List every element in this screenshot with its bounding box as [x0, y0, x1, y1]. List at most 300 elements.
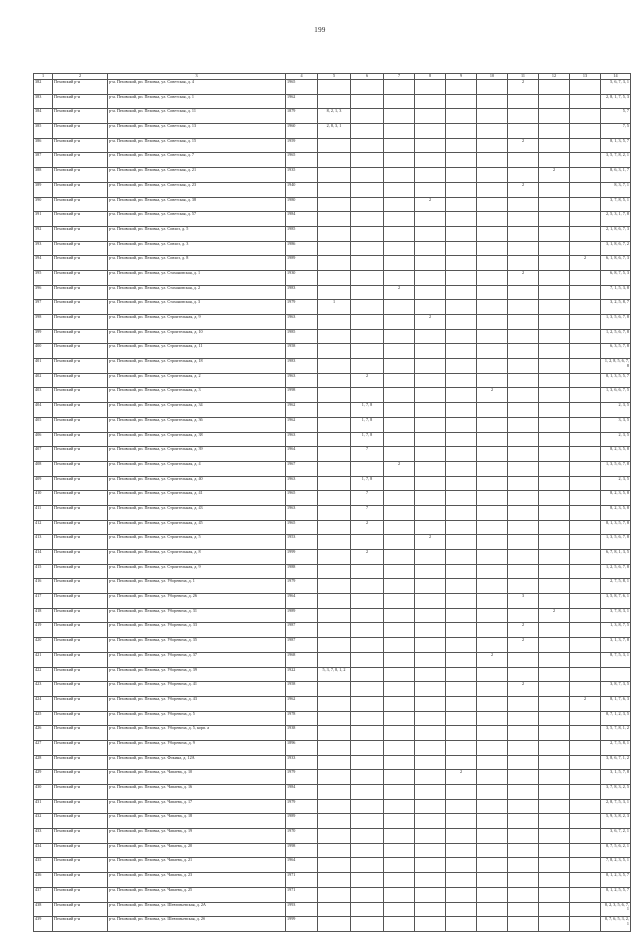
value-cell: [570, 168, 601, 183]
district-cell: Пеховский р-н: [53, 550, 108, 565]
value-cell: [446, 138, 477, 153]
value-cell: [508, 873, 539, 888]
value-cell: [508, 285, 539, 300]
table-row: [34, 138, 631, 153]
row-number-cell: 384: [34, 109, 53, 124]
row-number-cell: 438: [34, 902, 53, 917]
value-cell: 2, 1, 8, 6, 7, 3: [601, 226, 631, 241]
table-row: [34, 315, 631, 330]
value-cell: [351, 226, 384, 241]
value-cell: [384, 124, 415, 139]
value-cell: [318, 344, 351, 359]
value-cell: [318, 80, 351, 95]
table-row: [34, 80, 631, 95]
value-cell: [351, 785, 384, 800]
district-cell: Пеховский р-н: [53, 711, 108, 726]
row-number-cell: 434: [34, 843, 53, 858]
table-row: [34, 858, 631, 873]
value-cell: [384, 138, 415, 153]
address-cell: р-н. Пеховский, рп. Пеховка, ул. Совхоз, д. 5: [108, 226, 286, 241]
table-row: [34, 447, 631, 462]
value-cell: [446, 461, 477, 476]
value-cell: [446, 226, 477, 241]
year-cell: 1958: [286, 682, 318, 697]
table-row: [34, 109, 631, 124]
value-cell: [477, 667, 508, 682]
row-number-cell: 406: [34, 432, 53, 447]
value-cell: [446, 682, 477, 697]
value-cell: [570, 682, 601, 697]
value-cell: 3, 2, 5, 8, 7: [601, 300, 631, 315]
value-cell: [446, 241, 477, 256]
district-cell: Пеховский р-н: [53, 80, 108, 95]
value-cell: [539, 94, 570, 109]
row-number-cell: 385: [34, 124, 53, 139]
value-cell: [351, 579, 384, 594]
value-cell: [539, 359, 570, 374]
row-number-cell: 421: [34, 652, 53, 667]
row-number-cell: 388: [34, 168, 53, 183]
year-cell: 1983: [286, 285, 318, 300]
district-cell: Пеховский р-н: [53, 491, 108, 506]
value-cell: [446, 417, 477, 432]
value-cell: [384, 638, 415, 653]
value-cell: [415, 388, 446, 403]
value-cell: [539, 799, 570, 814]
district-cell: Пеховский р-н: [53, 417, 108, 432]
value-cell: [384, 623, 415, 638]
value-cell: [570, 594, 601, 609]
row-number-cell: 412: [34, 520, 53, 535]
year-cell: 1983: [286, 359, 318, 374]
value-cell: [415, 344, 446, 359]
value-cell: [570, 770, 601, 785]
year-cell: 1989: [286, 256, 318, 271]
value-cell: [539, 520, 570, 535]
value-cell: [351, 212, 384, 227]
district-cell: Пеховский р-н: [53, 505, 108, 520]
value-cell: [539, 594, 570, 609]
value-cell: [415, 329, 446, 344]
value-cell: [477, 873, 508, 888]
value-cell: [570, 902, 601, 917]
row-number-cell: 409: [34, 476, 53, 491]
value-cell: [318, 740, 351, 755]
value-cell: [415, 270, 446, 285]
district-cell: Пеховский р-н: [53, 755, 108, 770]
value-cell: [539, 667, 570, 682]
value-cell: [318, 138, 351, 153]
value-cell: 3, 3, 5: [601, 417, 631, 432]
row-number-cell: 398: [34, 315, 53, 330]
value-cell: [477, 109, 508, 124]
value-cell: [384, 564, 415, 579]
value-cell: [508, 608, 539, 623]
value-cell: 2: [415, 197, 446, 212]
value-cell: [508, 403, 539, 418]
value-cell: [508, 476, 539, 491]
value-cell: 1, 3, 8, 7, 5: [601, 623, 631, 638]
value-cell: [384, 417, 415, 432]
value-cell: [384, 711, 415, 726]
value-cell: [318, 197, 351, 212]
value-cell: [508, 785, 539, 800]
address-cell: р-н. Пеховский, рп. Пеховка, ул. Уборевича, д. 31: [108, 608, 286, 623]
value-cell: [318, 902, 351, 917]
value-cell: [477, 344, 508, 359]
value-cell: [351, 256, 384, 271]
value-cell: [318, 873, 351, 888]
value-cell: [539, 80, 570, 95]
district-cell: Пеховский р-н: [53, 740, 108, 755]
value-cell: 8, 2, 1, 3: [318, 109, 351, 124]
row-number-cell: 422: [34, 667, 53, 682]
year-cell: 1998: [286, 843, 318, 858]
row-number-cell: 387: [34, 153, 53, 168]
value-cell: 3, 8, 6, 7, 1, 2: [601, 755, 631, 770]
row-number-cell: 430: [34, 785, 53, 800]
value-cell: [351, 696, 384, 711]
value-cell: [351, 535, 384, 550]
value-cell: [601, 667, 631, 682]
year-cell: 1962: [286, 417, 318, 432]
table-row: [34, 94, 631, 109]
address-cell: р-н. Пеховский, рп. Пеховка, ул. Советская, д. 7: [108, 153, 286, 168]
value-cell: [415, 579, 446, 594]
value-cell: [384, 755, 415, 770]
value-cell: 2, 8, 7, 5, 3, 1: [601, 799, 631, 814]
year-cell: 1963: [286, 373, 318, 388]
value-cell: [446, 256, 477, 271]
value-cell: 2, 3, 5: [601, 432, 631, 447]
district-cell: Пеховский р-н: [53, 109, 108, 124]
value-cell: [477, 80, 508, 95]
value-cell: [570, 623, 601, 638]
value-cell: [446, 388, 477, 403]
value-cell: [318, 432, 351, 447]
value-cell: [477, 168, 508, 183]
value-cell: 2: [351, 520, 384, 535]
value-cell: [477, 740, 508, 755]
value-cell: [539, 917, 570, 932]
address-cell: р-н. Пеховский, рп. Пеховка, ул. Чапаева, д. 16: [108, 785, 286, 800]
value-cell: 3, 5, 7, 8, 1, 2: [601, 726, 631, 741]
value-cell: [318, 270, 351, 285]
value-cell: [318, 564, 351, 579]
year-cell: 1985: [286, 226, 318, 241]
district-cell: Пеховский р-н: [53, 917, 108, 932]
value-cell: [508, 94, 539, 109]
value-cell: [539, 461, 570, 476]
value-cell: [318, 770, 351, 785]
value-cell: [446, 638, 477, 653]
value-cell: [446, 476, 477, 491]
value-cell: [318, 476, 351, 491]
column-header: 2: [53, 74, 108, 80]
value-cell: [570, 667, 601, 682]
year-cell: 1993: [286, 902, 318, 917]
value-cell: [384, 550, 415, 565]
value-cell: [539, 300, 570, 315]
value-cell: [570, 814, 601, 829]
table-row: [34, 226, 631, 241]
value-cell: [318, 256, 351, 271]
year-cell: 1896: [286, 740, 318, 755]
value-cell: [539, 182, 570, 197]
value-cell: 1, 3, 5, 6, 7, 8: [601, 535, 631, 550]
value-cell: [415, 373, 446, 388]
value-cell: [446, 447, 477, 462]
year-cell: 1971: [286, 873, 318, 888]
value-cell: [318, 829, 351, 844]
value-cell: [415, 843, 446, 858]
year-cell: 1989: [286, 608, 318, 623]
row-number-cell: 410: [34, 491, 53, 506]
value-cell: [570, 109, 601, 124]
table-row: [34, 182, 631, 197]
value-cell: [446, 285, 477, 300]
value-cell: 1, 3, 5, 6, 7, 8: [601, 315, 631, 330]
value-cell: [570, 711, 601, 726]
value-cell: [351, 799, 384, 814]
table-row: [34, 256, 631, 271]
value-cell: [384, 491, 415, 506]
value-cell: [384, 902, 415, 917]
value-cell: [415, 432, 446, 447]
column-header: 14: [601, 74, 631, 80]
value-cell: [539, 153, 570, 168]
page-number: 199: [314, 26, 326, 34]
value-cell: [570, 197, 601, 212]
column-header: 8: [415, 74, 446, 80]
address-cell: р-н. Пеховский, рп. Пеховка, ул. Уборевича, д. 35: [108, 638, 286, 653]
table-row: [34, 608, 631, 623]
column-header: 13: [570, 74, 601, 80]
value-cell: [539, 696, 570, 711]
value-cell: [415, 594, 446, 609]
value-cell: [318, 638, 351, 653]
row-number-cell: 411: [34, 505, 53, 520]
value-cell: [539, 388, 570, 403]
value-cell: [415, 696, 446, 711]
address-cell: р-н. Пеховский, рп. Пеховка, ул. Чапаева, д. 10: [108, 770, 286, 785]
table-row: [34, 124, 631, 139]
value-cell: [415, 887, 446, 902]
year-cell: 1970: [286, 829, 318, 844]
year-cell: 1989: [286, 814, 318, 829]
table-row: [34, 300, 631, 315]
year-cell: 1979: [286, 770, 318, 785]
value-cell: [318, 579, 351, 594]
row-number-cell: 382: [34, 80, 53, 95]
value-cell: [477, 491, 508, 506]
value-cell: [446, 505, 477, 520]
address-cell: р-н. Пеховский, рп. Пеховка, ул. Совхоз, д. 3: [108, 241, 286, 256]
value-cell: [539, 124, 570, 139]
value-cell: 8, 2, 3, 5, 8: [601, 491, 631, 506]
value-cell: [477, 785, 508, 800]
value-cell: [384, 94, 415, 109]
row-number-cell: 425: [34, 711, 53, 726]
value-cell: [351, 168, 384, 183]
value-cell: [570, 829, 601, 844]
value-cell: [570, 285, 601, 300]
table-row: [34, 667, 631, 682]
value-cell: [446, 755, 477, 770]
value-cell: [351, 344, 384, 359]
row-number-cell: 401: [34, 359, 53, 374]
value-cell: [351, 124, 384, 139]
value-cell: [477, 285, 508, 300]
value-cell: 2: [570, 696, 601, 711]
row-number-cell: 393: [34, 241, 53, 256]
value-cell: [570, 226, 601, 241]
value-cell: [539, 814, 570, 829]
value-cell: [351, 638, 384, 653]
value-cell: [446, 124, 477, 139]
row-number-cell: 436: [34, 873, 53, 888]
value-cell: 2: [477, 388, 508, 403]
value-cell: [539, 623, 570, 638]
table-row: [34, 168, 631, 183]
district-cell: Пеховский р-н: [53, 124, 108, 139]
value-cell: 3, 5, 8, 7, 6, 1: [601, 594, 631, 609]
value-cell: [539, 491, 570, 506]
value-cell: 2: [446, 770, 477, 785]
column-header: 9: [446, 74, 477, 80]
row-number-cell: 416: [34, 579, 53, 594]
address-cell: р-н. Пеховский, рп. Пеховка, ул. Строительная, д. 36: [108, 417, 286, 432]
value-cell: [351, 564, 384, 579]
table-row: [34, 373, 631, 388]
address-cell: р-н. Пеховский, рп. Пеховка, ул. Чапаева, д. 23: [108, 873, 286, 888]
table-row: [34, 285, 631, 300]
value-cell: [415, 711, 446, 726]
row-number-cell: 423: [34, 682, 53, 697]
value-cell: [415, 109, 446, 124]
address-cell: р-н. Пеховский, рп. Пеховка, ул. Строительная, д. 34: [108, 403, 286, 418]
value-cell: [477, 461, 508, 476]
value-cell: [477, 505, 508, 520]
value-cell: [477, 94, 508, 109]
year-cell: 1998: [286, 388, 318, 403]
value-cell: 2: [384, 461, 415, 476]
value-cell: [477, 711, 508, 726]
value-cell: [415, 726, 446, 741]
column-header: 6: [351, 74, 384, 80]
value-cell: [384, 344, 415, 359]
value-cell: [570, 359, 601, 374]
district-cell: Пеховский р-н: [53, 168, 108, 183]
address-cell: р-н. Пеховский, рп. Пеховка, ул. Уборевича, д. 5: [108, 711, 286, 726]
district-cell: Пеховский р-н: [53, 432, 108, 447]
address-cell: р-н. Пеховский, рп. Пеховка, ул. Чапаева, д. 19: [108, 829, 286, 844]
value-cell: [446, 740, 477, 755]
value-cell: [539, 417, 570, 432]
address-cell: р-н. Пеховский, рп. Пеховка, ул. Советская, д. 15: [108, 138, 286, 153]
value-cell: [508, 432, 539, 447]
address-cell: р-н. Пеховский, рп. Пеховка, ул. Стахановская, д. 2: [108, 285, 286, 300]
value-cell: 1, 3, 6, 6, 7, 5: [601, 388, 631, 403]
value-cell: [351, 814, 384, 829]
value-cell: [539, 505, 570, 520]
value-cell: [570, 432, 601, 447]
value-cell: [508, 814, 539, 829]
table-row: [34, 359, 631, 374]
value-cell: [539, 652, 570, 667]
value-cell: 2, 5, 3, 1, 7, 8: [601, 212, 631, 227]
value-cell: [446, 594, 477, 609]
value-cell: [539, 329, 570, 344]
district-cell: Пеховский р-н: [53, 726, 108, 741]
value-cell: [539, 432, 570, 447]
value-cell: 2: [508, 182, 539, 197]
year-cell: 1979: [286, 579, 318, 594]
value-cell: [508, 197, 539, 212]
year-cell: 1987: [286, 638, 318, 653]
value-cell: [539, 535, 570, 550]
value-cell: [570, 505, 601, 520]
value-cell: [508, 711, 539, 726]
value-cell: [570, 652, 601, 667]
value-cell: [508, 550, 539, 565]
value-cell: [570, 550, 601, 565]
row-number-cell: 394: [34, 256, 53, 271]
value-cell: [384, 608, 415, 623]
value-cell: [477, 300, 508, 315]
address-cell: р-н. Пеховский, рп. Пеховка, ул. Уборевича, д. 1: [108, 579, 286, 594]
value-cell: 5, 9, 3, 8, 2, 3: [601, 814, 631, 829]
value-cell: [446, 109, 477, 124]
value-cell: [351, 917, 384, 932]
value-cell: [539, 770, 570, 785]
value-cell: [415, 858, 446, 873]
year-cell: 1999: [286, 917, 318, 932]
table-row: [34, 491, 631, 506]
value-cell: 2: [508, 638, 539, 653]
value-cell: [318, 212, 351, 227]
district-cell: Пеховский р-н: [53, 638, 108, 653]
value-cell: [446, 858, 477, 873]
value-cell: [570, 799, 601, 814]
value-cell: [384, 432, 415, 447]
value-cell: 8, 7, 6, 5, 3, 2, 1: [601, 917, 631, 932]
table-row: [34, 153, 631, 168]
value-cell: [539, 285, 570, 300]
value-cell: [415, 682, 446, 697]
value-cell: [477, 799, 508, 814]
value-cell: 8, 1, 3, 5, 7, 8: [601, 520, 631, 535]
value-cell: 7, 8, 2, 3, 5, 1: [601, 858, 631, 873]
value-cell: [415, 491, 446, 506]
year-cell: 1935: [286, 168, 318, 183]
district-cell: Пеховский р-н: [53, 902, 108, 917]
row-number-cell: 402: [34, 373, 53, 388]
value-cell: 2: [351, 373, 384, 388]
value-cell: [384, 197, 415, 212]
year-cell: 1960: [286, 124, 318, 139]
value-cell: [318, 785, 351, 800]
value-cell: [508, 212, 539, 227]
column-header: 4: [286, 74, 318, 80]
year-cell: 1971: [286, 887, 318, 902]
value-cell: [446, 403, 477, 418]
address-cell: р-н. Пеховский, рп. Пеховка, ул. Советская, д. 57: [108, 212, 286, 227]
district-cell: Пеховский р-н: [53, 814, 108, 829]
value-cell: [446, 315, 477, 330]
table-row: [34, 829, 631, 844]
value-cell: [415, 417, 446, 432]
